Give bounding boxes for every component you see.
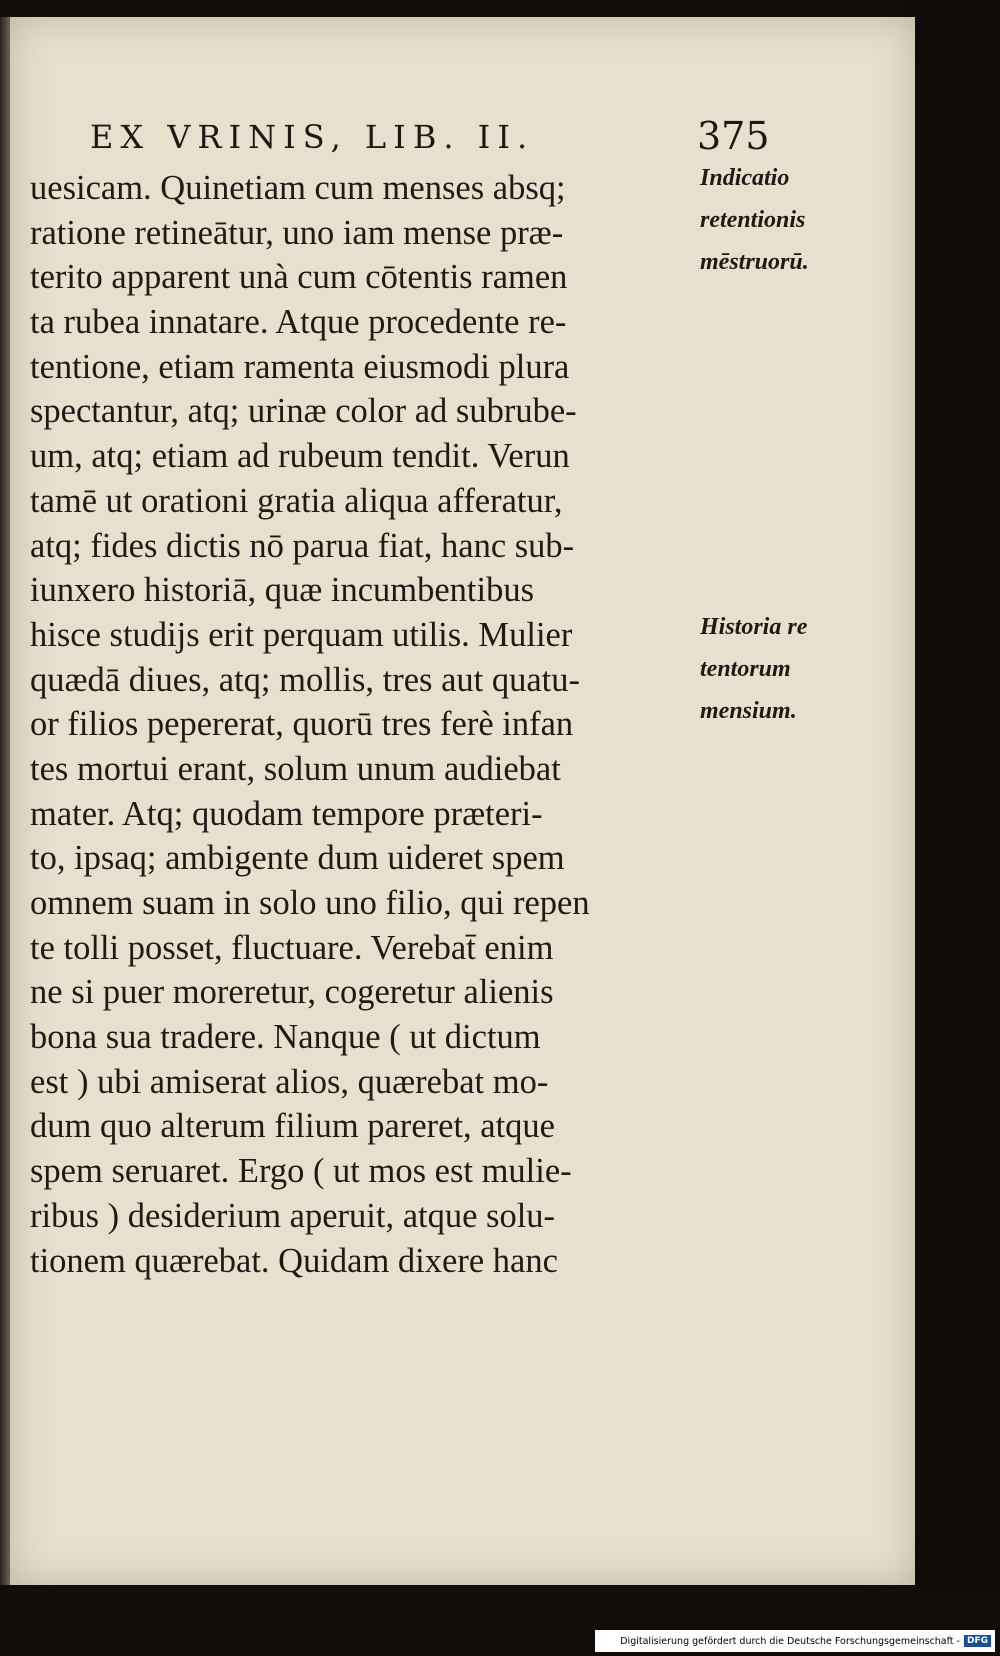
dfg-logo: DFG <box>964 1635 991 1647</box>
text-line: hisce studijs erit perquam utilis. Mulier <box>30 615 573 654</box>
text-line: tamē ut orationi gratia aliqua afferatur, <box>30 481 563 520</box>
marginal-note-historia <box>700 606 875 732</box>
footer-credit: Digitalisierung gefördert durch die Deutsche Forschungsgemeinschaft - <box>620 1635 960 1647</box>
text-line: ratione retineātur, uno iam mense præ- <box>30 213 564 252</box>
body-text <box>30 166 702 1283</box>
text-line: bona sua tradere. Nanque ( ut dictum <box>30 1018 541 1057</box>
text-line: ne si puer moreretur, cogeretur alienis <box>30 973 554 1012</box>
text-line: terito apparent unà cum cōtentis ramen <box>30 258 568 297</box>
text-line: ta rubea innatare. Atque procedente re- <box>30 303 567 342</box>
digitization-footer <box>595 1630 995 1652</box>
scan-background <box>905 0 1000 1585</box>
marginal-note-line: Historia re <box>700 614 808 640</box>
marginal-note-line: tentorum <box>700 656 791 682</box>
book-gutter <box>0 17 10 1585</box>
text-line: to, ipsaq; ambigente dum uideret spem <box>30 839 565 878</box>
text-line: uesicam. Quinetiam cum menses absq; <box>30 169 566 207</box>
text-line: atq; fides dictis nō parua fiat, hanc sub- <box>30 526 575 565</box>
text-line: tes mortui erant, solum unum audiebat <box>30 749 561 788</box>
text-line: mater. Atq; quodam tempore præteri- <box>30 794 543 833</box>
text-line: ribus ) desiderium aperuit, atque solu- <box>30 1196 556 1235</box>
marginal-note-indicatio <box>700 157 875 283</box>
text-line: um, atq; etiam ad rubeum tendit. Verun <box>30 437 570 476</box>
text-line: te tolli posset, fluctuare. Verebat̄ enim <box>30 928 554 967</box>
text-line: or filios pepererat, quorū tres ferè infan <box>30 705 574 744</box>
text-line: tentione, etiam ramenta eiusmodi plura <box>30 347 570 386</box>
marginal-note-line: Indicatio <box>700 165 790 191</box>
text-line: quædā diues, atq; mollis, tres aut quatu- <box>30 660 580 699</box>
text-line: est ) ubi amiserat alios, quærebat mo- <box>30 1062 549 1101</box>
marginal-note-line: mēstruorū. <box>700 249 809 275</box>
running-head: EX VRINIS, LIB. II. <box>90 118 535 156</box>
text-line: omnem suam in solo uno filio, qui repen <box>30 884 590 922</box>
text-line: spectantur, atq; urinæ color ad subrube- <box>30 392 577 431</box>
text-line: dum quo alterum filium pareret, atque <box>30 1107 555 1146</box>
text-line: tionem quærebat. Quidam dixere hanc <box>30 1241 558 1280</box>
text-line: iunxero historiā, quæ incumbentibus <box>30 571 535 610</box>
marginal-note-line: mensium. <box>700 698 797 724</box>
page-number: 375 <box>697 114 770 158</box>
marginal-note-line: retentionis <box>700 207 806 233</box>
text-line: spem seruaret. Ergo ( ut mos est mulie- <box>30 1152 572 1191</box>
